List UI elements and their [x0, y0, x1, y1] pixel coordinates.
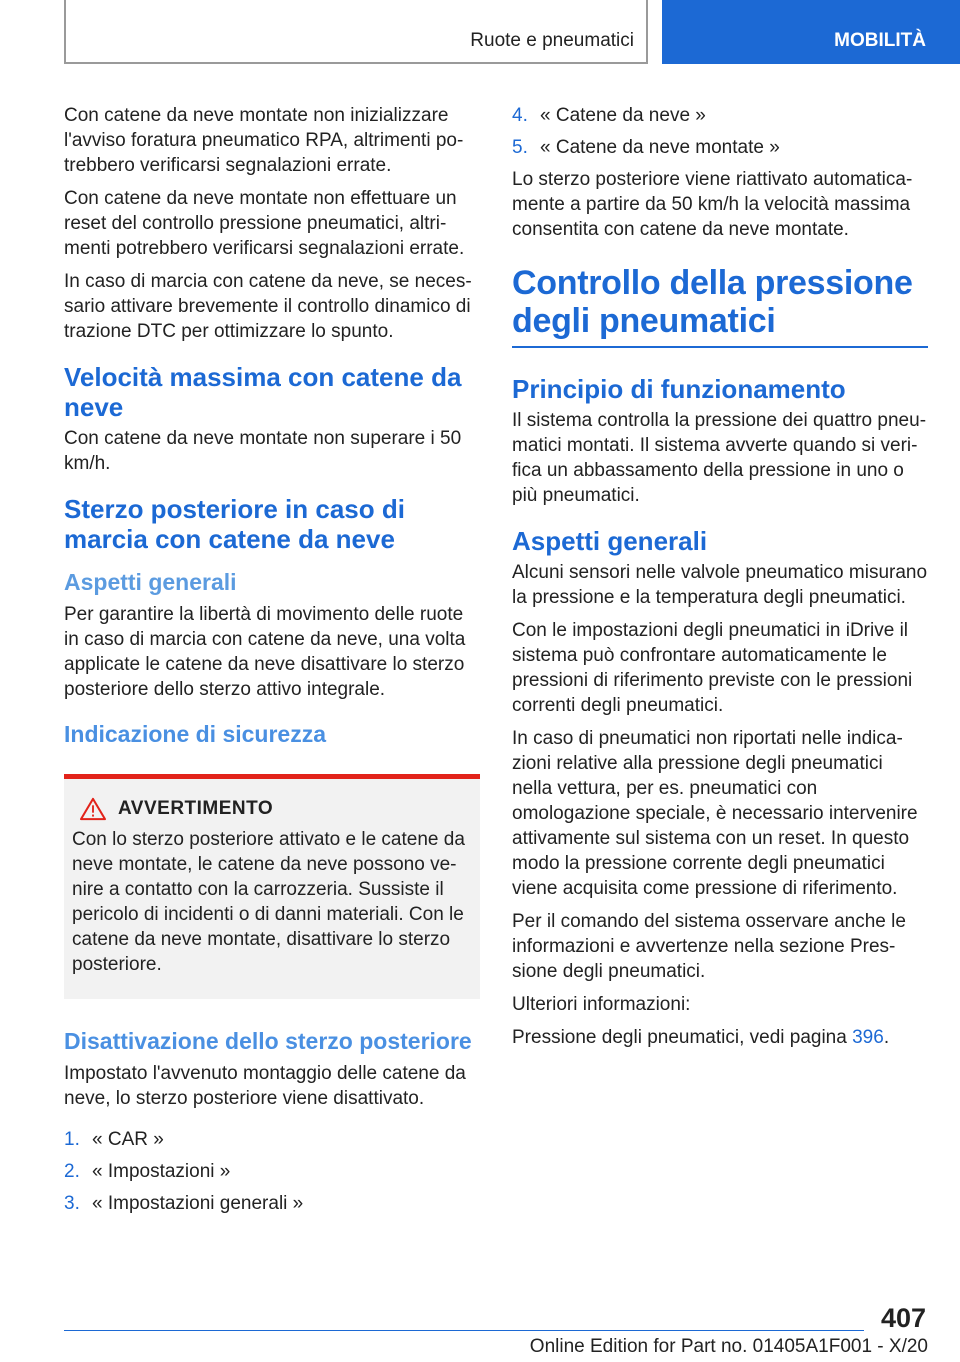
heading-rear-steering: Sterzo posteriore in caso di marcia con catene da neve — [64, 494, 405, 554]
left-column — [64, 103, 480, 1223]
heading-max-speed: Velocità massima con catene da neve — [64, 362, 462, 422]
step-text: « Catene da neve montate » — [540, 137, 780, 158]
step-number: 4. — [512, 105, 528, 126]
step-number: 3. — [64, 1193, 80, 1214]
header-section — [64, 0, 648, 64]
list-item — [512, 103, 928, 128]
list-item — [64, 1127, 480, 1152]
step-text: « CAR » — [92, 1129, 164, 1150]
paragraph: Con catene da neve montate non superare i 50 km/h. — [64, 428, 462, 474]
reference-paragraph — [512, 1025, 928, 1050]
warning-box — [64, 774, 480, 999]
right-column — [512, 103, 928, 1058]
footer-rule — [64, 1330, 864, 1331]
step-number: 1. — [64, 1129, 80, 1150]
step-text: « Impostazioni » — [92, 1161, 231, 1182]
heading-rule — [512, 346, 928, 348]
paragraph: Alcuni sensori nelle valvole pneumatico misurano la pressione e la temperatura degli pneumatici. — [512, 562, 928, 608]
heading-safety: Indicazione di sicurezza — [64, 721, 327, 747]
page-number: 407 — [880, 1303, 926, 1333]
step-text: « Impostazioni generali » — [92, 1193, 304, 1214]
paragraph: Con le impostazioni degli pneumatici in iDrive il sistema può confrontare automaticamente le pressioni di riferimento previste con le pressioni correnti degli pneumatici. — [512, 620, 913, 716]
paragraph: Impostato l'avvenuto montaggio delle catene da neve, lo sterzo posteriore viene disattivato. — [64, 1063, 466, 1109]
heading-principle: Principio di funzionamento — [512, 374, 846, 404]
list-item — [64, 1191, 480, 1216]
paragraph: Il sistema controlla la pressione dei quattro pneumatici montati. Il sistema avverte quando si verifica un abbassamento della pressione in uno o più pneumatici. — [512, 410, 927, 506]
section-title: Ruote e pneumatici — [470, 30, 634, 51]
step-number: 5. — [512, 137, 528, 158]
steps-list — [512, 103, 928, 160]
paragraph: In caso di marcia con catene da neve, se necessario attivare brevemente il controllo dinamico di trazione DTC per ottimizzare lo spunto. — [64, 271, 472, 342]
paragraph: Con catene da neve montate non effettuare un reset del controllo pressione pneumatici, altrimenti potrebbero verificarsi segnalazioni errate. — [64, 188, 465, 259]
heading-general: Aspetti generali — [64, 569, 237, 595]
step-number: 2. — [64, 1161, 80, 1182]
warning-triangle-icon — [78, 797, 108, 821]
list-item — [512, 135, 928, 160]
page-link[interactable]: 396 — [852, 1027, 884, 1048]
paragraph: In caso di pneumatici non riportati nelle indicazioni relative alla pressione degli pneumatici nella vettura, per es. pneumatici con omologazione speciale, è necessario intervenire attivamente sul sistema con un reset. In questo modo la pressione corrente degli pneumatici viene acquisita come pressione di riferimento. — [512, 728, 918, 899]
step-text: « Catene da neve » — [540, 105, 706, 126]
warning-text: Con lo sterzo posteriore attivato e le catene da neve montate, le catene da neve possono venire a contatto con la carrozzeria. Sussiste il pericolo di incidenti o di danni materiali. Con le catene da neve montate, disattivare lo sterzo posteriore. — [72, 829, 465, 975]
reference-end: . — [883, 1027, 890, 1048]
chapter-tab[interactable] — [662, 0, 960, 64]
warning-title — [72, 797, 472, 821]
steps-list — [64, 1127, 480, 1216]
warning-label: AVVERTIMENTO — [118, 798, 274, 819]
heading-tire-pressure-monitor: Controllo della pressione degli pneumatici — [512, 264, 913, 340]
list-item — [64, 1159, 480, 1184]
paragraph: Lo sterzo posteriore viene riattivato automaticamente a partire da 50 km/h la velocità massima consentita con catene da neve montate. — [512, 169, 913, 240]
paragraph: Per il comando del sistema osservare anche le informazioni e avvertenze nella sezione Pressione degli pneumatici. — [512, 911, 906, 982]
heading-general: Aspetti generali — [512, 526, 708, 556]
reference-text: Pressione degli pneumatici, vedi pagina — [512, 1027, 853, 1048]
chapter-tab-label: MOBILITÀ — [834, 30, 926, 51]
heading-disable-rear-steering: Disattivazione dello sterzo posteriore — [64, 1028, 472, 1054]
paragraph: Con catene da neve montate non inizializzare l'avviso foratura pneumatico RPA, altrimenti potrebbero verificarsi segnalazioni errate. — [64, 105, 464, 176]
paragraph: Ulteriori informazioni: — [512, 994, 691, 1015]
paragraph: Per garantire la libertà di movimento delle ruote in caso di marcia con catene da neve, una volta applicate le catene da neve disattivare lo sterzo posteriore dello sterzo attivo integrale. — [64, 604, 466, 700]
footer-edition: Online Edition for Part no. 01405A1F001 - X/20 — [529, 1336, 928, 1357]
